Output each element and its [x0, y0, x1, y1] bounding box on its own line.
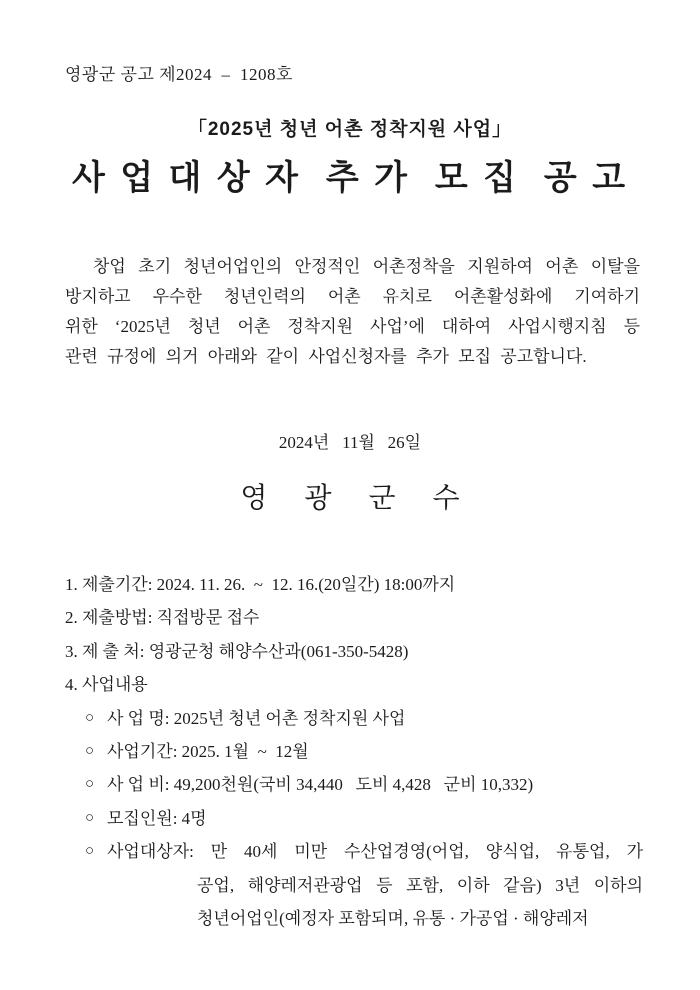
list-item-text: 사업대상자: 만 40세 미만 수산업경영(어업, 양식업, 유통업, 가	[107, 842, 643, 862]
list-item-text: 모집인원: 4명	[107, 808, 207, 828]
list-item-text: 사 업 명: 2025년 청년 어촌 정착지원 사업	[107, 708, 406, 728]
intro-line: 위한 ‘2025년 청년 어촌 정착지원 사업’에 대하여 사업시행지침 등	[65, 317, 640, 336]
list-item-text: 사업기간: 2025. 1월 ~ 12월	[107, 741, 309, 761]
list-item-text: 사 업 비: 49,200천원(국비 34,440 도비 4,428 군비 10,332)	[107, 775, 534, 795]
list-item-project-name	[65, 702, 643, 735]
list-item-eligibility-cont: 청년어업인(예정자 포함되며, 유통 · 가공업 · 해양레저	[197, 908, 589, 928]
list-item-project-period	[65, 735, 643, 768]
notice-details-list	[65, 568, 643, 935]
intro-line: 관련 규정에 의거 아래와 같이 사업신청자를 추가 모집 공고합니다.	[65, 347, 587, 366]
circle-bullet: ○	[85, 809, 95, 826]
signature-county-governor: 영 광 군 수	[240, 483, 475, 514]
notice-date: 2024년 11월 26일	[278, 433, 422, 452]
list-item-submission-period: 1. 제출기간: 2024. 11. 26. ~ 12. 16.(20일간) 18:00까지	[65, 575, 456, 594]
notice-title: 사 업 대 상 자 추 가 모 집 공 고	[71, 159, 629, 197]
intro-paragraph	[65, 252, 640, 372]
list-item-eligibility	[65, 835, 643, 868]
circle-bullet: ○	[85, 742, 95, 759]
list-item-project-budget	[65, 768, 643, 801]
notice-subtitle: 「2025년 청년 어촌 정착지원 사업」	[187, 119, 513, 140]
list-item-submission-place: 3. 제 출 처: 영광군청 해양수산과(061-350-5428)	[65, 641, 409, 661]
circle-bullet: ○	[85, 776, 95, 793]
intro-line: 창업 초기 청년어업인의 안정적인 어촌정착을 지원하여 어촌 이탈을	[93, 257, 640, 276]
list-item-eligibility-cont: 공업, 해양레저관광업 등 포함, 이하 같음) 3년 이하의	[197, 875, 643, 895]
circle-bullet: ○	[85, 709, 95, 726]
intro-line: 방지하고 우수한 청년인력의 어촌 유치로 어촌활성화에 기여하기	[65, 287, 640, 306]
list-item-project-details: 4. 사업내용	[65, 675, 148, 695]
circle-bullet: ○	[85, 843, 95, 860]
list-item-recruitment-count	[65, 802, 643, 835]
document-number: 영광군 공고 제2024 – 1208호	[65, 65, 293, 84]
list-item-submission-method: 2. 제출방법: 직접방문 접수	[65, 608, 260, 628]
